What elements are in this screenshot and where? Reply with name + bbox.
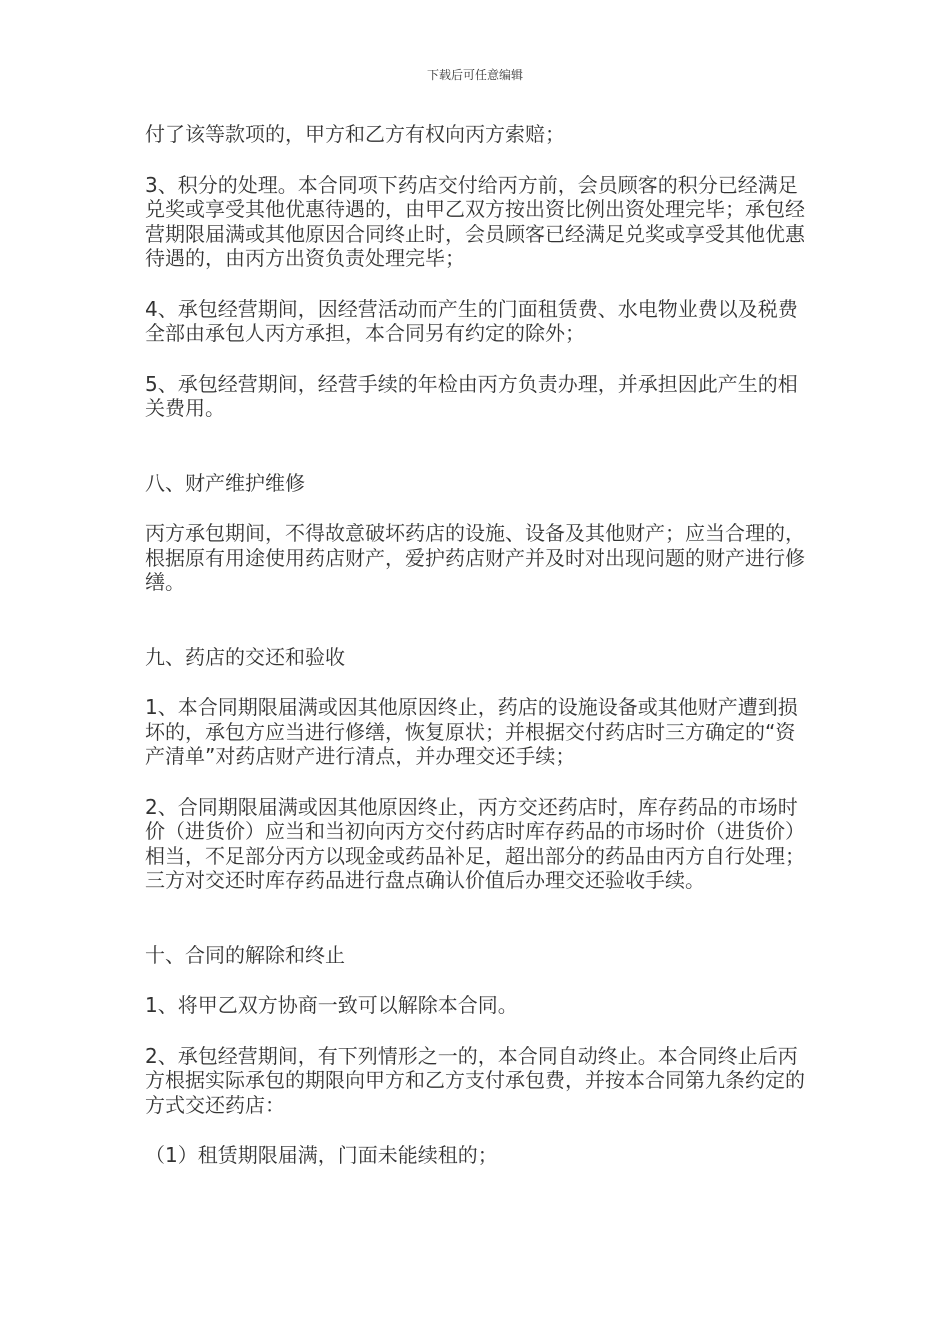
paragraph-return-2: 2、合同期限届满或因其他原因终止，丙方交还药店时，库存药品的市场时价（进货价）应当和当初向丙方交付药店时库存药品的市场时价（进货价）相当，不足部分丙方以现金或药品补足，超出部分的药品由丙方自行处理；三方对交还时库存药品进行盘点确认价值后办理交还验收手续。 [145, 794, 805, 892]
document-body [145, 122, 815, 1194]
paragraph-points-handling: 3、积分的处理。本合同项下药店交付给丙方前，会员顾客的积分已经满足兑奖或享受其他优惠待遇的，由甲乙双方按出资比例出资处理完毕；承包经营期限届满或其他原因合同终止时，会员顾客已经满足兑奖或享受其他优惠待遇的，由丙方出资负责处理完毕； [145, 172, 805, 270]
section-heading-return: 九、药店的交还和验收 [145, 644, 345, 669]
paragraph-termination-item-1: （1）租赁期限届满，门面未能续租的； [145, 1143, 498, 1167]
paragraph-claim: 付了该等款项的，甲方和乙方有权向丙方索赔； [145, 122, 565, 146]
paragraph-maintenance: 丙方承包期间，不得故意破坏药店的设施、设备及其他财产；应当合理的，根据原有用途使用药店财产，爱护药店财产并及时对出现问题的财产进行修缮。 [145, 521, 805, 594]
paragraph-operating-costs: 4、承包经营期间，因经营活动而产生的门面租赁费、水电物业费以及税费全部由承包人丙方承担，本合同另有约定的除外； [145, 296, 798, 345]
paragraph-return-1: 1、本合同期限届满或因其他原因终止，药店的设施设备或其他财产遭到损坏的，承包方应当进行修缮，恢复原状；并根据交付药店时三方确定的“资产清单”对药店财产进行清点，并办理交还手续； [145, 695, 798, 768]
section-heading-termination: 十、合同的解除和终止 [145, 942, 345, 967]
paragraph-termination-2: 2、承包经营期间，有下列情形之一的，本合同自动终止。本合同终止后丙方根据实际承包的期限向甲方和乙方支付承包费，并按本合同第九条约定的方式交还药店： [145, 1043, 805, 1117]
paragraph-annual-inspection: 5、承包经营期间，经营手续的年检由丙方负责办理，并承担因此产生的相关费用。 [145, 371, 798, 420]
paragraph-termination-1: 1、将甲乙双方协商一致可以解除本合同。 [145, 993, 518, 1017]
page-header: 下载后可任意编辑 [426, 68, 523, 82]
section-heading-maintenance: 八、财产维护维修 [145, 470, 305, 495]
